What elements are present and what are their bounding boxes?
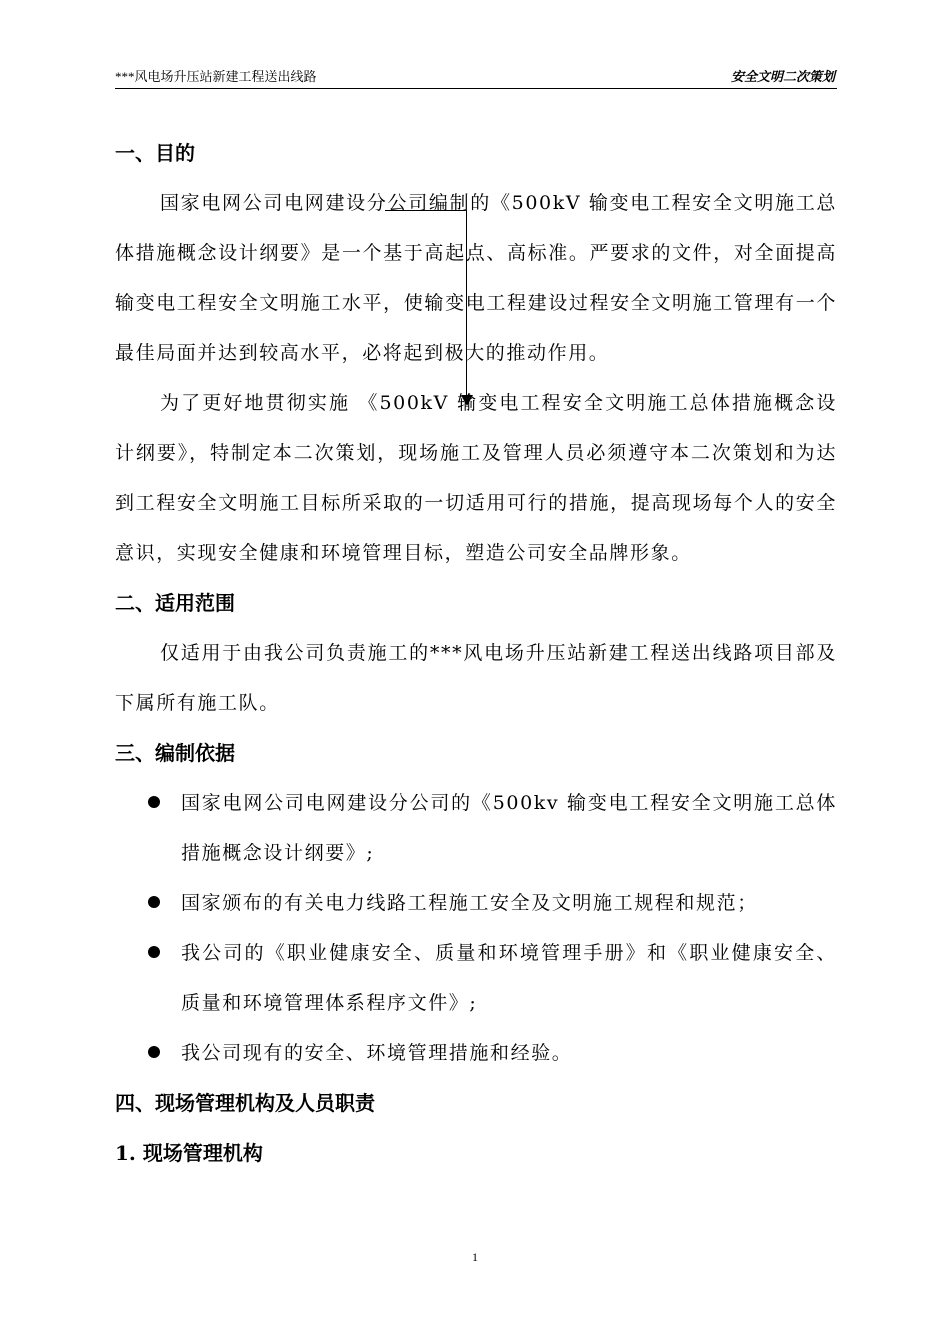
section-2-title: 二、适用范围 <box>115 591 235 615</box>
section-1-paragraph-2: 为了更好地贯彻实施 《500kV 输变电工程安全文明施工总体措施概念设计纲要》，特制定本二次策划，现场施工及管理人员必须遵守本二次策划和为达到工程安全文明施工目标所采取的一切适用可行的措施，提高现场每个人的安全意识，实现安全健康和环境管理目标，塑造公司安全品牌形象。 <box>115 392 837 564</box>
section-4-title: 四、现场管理机构及人员职责 <box>115 1091 375 1115</box>
section-2-paragraph-1: 仅适用于由我公司负责施工的***风电场升压站新建工程送出线路项目部及下属所有施工队。 <box>115 642 837 714</box>
list-item <box>115 928 837 1028</box>
header-section-title: 安全文明二次策划 <box>730 69 835 84</box>
bullet-icon <box>148 796 160 808</box>
document-body <box>115 128 837 1178</box>
section-1-title: 一、目的 <box>115 141 195 165</box>
list-item-text: 我公司现有的安全、环境管理措施和经验。 <box>181 1042 573 1064</box>
bullet-icon <box>148 896 160 908</box>
list-item <box>115 778 837 878</box>
page-number: 1 <box>472 1250 478 1264</box>
bullet-icon <box>148 946 160 958</box>
bullet-icon <box>148 1046 160 1058</box>
list-item <box>115 878 837 928</box>
list-item-text: 国家电网公司电网建设分公司的《500kv 输变电工程安全文明施工总体措施概念设计纲要》; <box>181 792 837 864</box>
connector-line-vertical <box>466 210 467 396</box>
section-1-paragraph-1: 国家电网公司电网建设分公司编制的《500kV 输变电工程安全文明施工总体措施概念设计纲要》是一个基于高起点、高标准。严要求的文件，对全面提高输变电工程安全文明施工水平，使输变电工程建设过程安全文明施工管理有一个最佳局面并达到较高水平，必将起到极大的推动作用。 <box>115 192 837 364</box>
header-document-title: ***风电场升压站新建工程送出线路 <box>115 69 317 84</box>
section-4-subtitle-1: 1. 现场管理机构 <box>115 1141 263 1165</box>
header-rule <box>115 88 837 89</box>
section-3-title: 三、编制依据 <box>115 741 235 765</box>
list-item-text: 国家颁布的有关电力线路工程施工安全及文明施工规程和规范； <box>181 892 758 914</box>
list-item <box>115 1028 837 1078</box>
arrow-down-icon <box>461 395 473 406</box>
connector-line-horizontal <box>385 210 465 211</box>
list-item-text: 我公司的《职业健康安全、质量和环境管理手册》和《职业健康安全、质量和环境管理体系程序文件》; <box>181 942 837 1014</box>
